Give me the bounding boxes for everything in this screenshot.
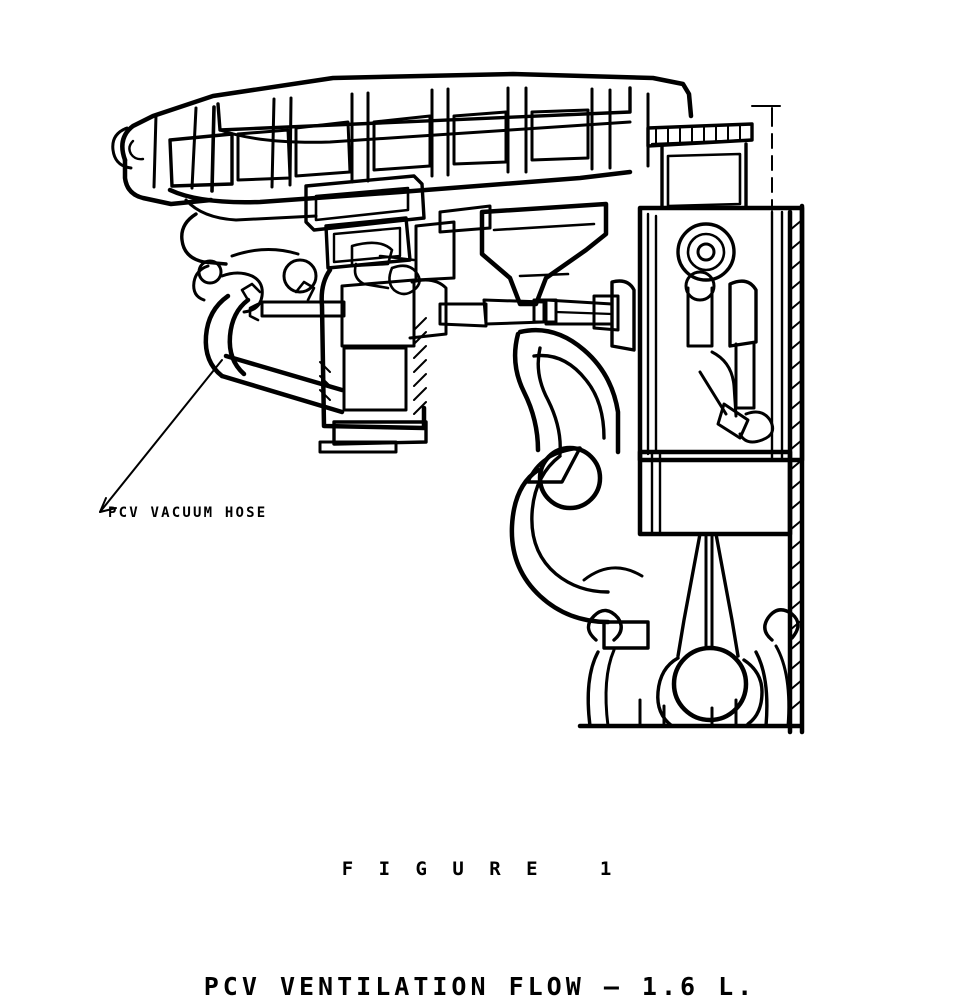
figure-label: F I G U R E 1: [341, 858, 619, 880]
figure-title: PCV VENTILATION FLOW — 1.6 L.: [203, 972, 757, 1001]
callout-label-pcv-vacuum-hose: PCV VACUUM HOSE: [108, 505, 268, 521]
callout-leader-line: [100, 360, 222, 512]
